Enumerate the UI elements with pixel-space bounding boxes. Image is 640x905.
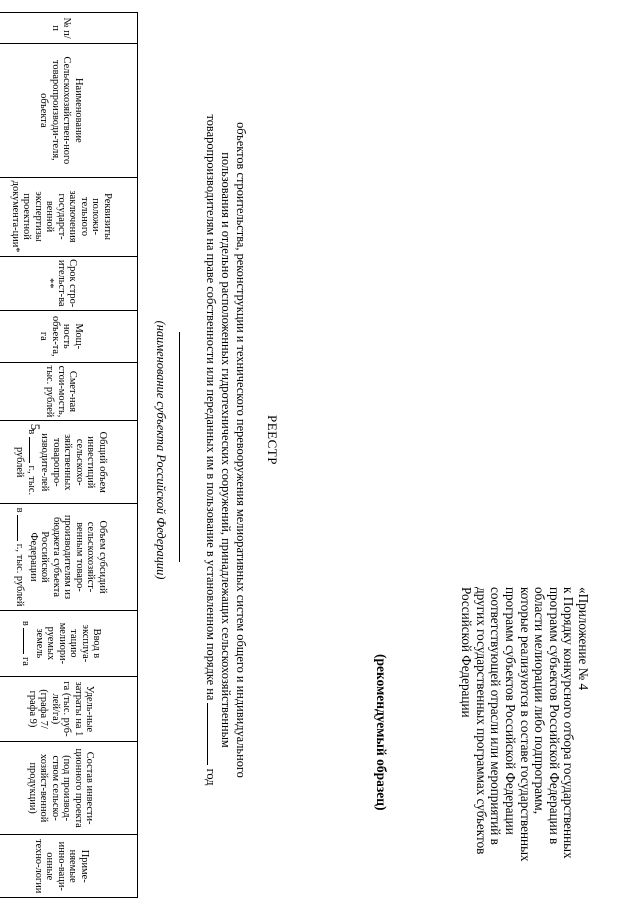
- subject-fill-line: [179, 332, 180, 562]
- subtitle-line: объектов строительства, реконструкции и технического перевооружения мелиоративных систем общего и индивидуального: [234, 122, 248, 778]
- header-cell-prefix: в: [14, 507, 26, 513]
- sample-note: (рекомендуемый образец): [374, 654, 389, 811]
- header-cell: Мощ-ность объек-та, га: [0, 310, 138, 362]
- appendix-line: соответствующей отрасли или мероприятий в: [488, 587, 504, 845]
- appendix-header: [459, 587, 590, 887]
- header-cell: Срок стро-ительст-ва **: [0, 256, 138, 310]
- header-cell-suffix: га: [20, 657, 32, 666]
- year-blank: [18, 515, 28, 541]
- header-cell: [0, 504, 138, 610]
- subtitle-line-last: [203, 10, 219, 890]
- subtitle-last-start: товаропроизводителям на праве собственности или переданных им в пользование в установленном порядке на: [203, 114, 218, 701]
- subtitle-line: пользования и отдельно расположенных гидротехнических сооружений, принадлежащих сельскохозяйственным: [219, 152, 234, 748]
- appendix-line: которые реализуются в составе государственных: [517, 587, 533, 862]
- page-number: 5: [28, 423, 43, 431]
- appendix-line: программ субъектов Российской Федерации: [503, 587, 519, 835]
- header-cell: Смет-ная стои-мость, тыс. рублей: [0, 362, 138, 420]
- year-blank: [23, 628, 33, 654]
- appendix-line: программ субъектов Российской Федерации в: [546, 587, 562, 845]
- header-cell: № п/п: [0, 13, 138, 44]
- header-cell-prefix: в: [26, 429, 37, 435]
- header-cell-prefix: в: [20, 620, 32, 626]
- header-cell-text: Ввод в эксплуа-тацию мелиори-руемых земель: [33, 622, 103, 665]
- subject-caption: (наименование субъекта Российской Федерации): [154, 320, 168, 580]
- appendix-line: других государственных программах субъектов: [473, 587, 489, 855]
- header-cell-suffix: г., тыс. рублей: [14, 446, 37, 496]
- header-cell: Состав инвести-ционного проекта (под производ-ством сельско-хозяйст-венной продукции): [0, 741, 138, 835]
- header-cell: Приме-няемые инно-ваци-онные техно-логии: [0, 835, 138, 898]
- header-cell: [0, 421, 138, 504]
- header-cell: [0, 610, 138, 677]
- appendix-line: Российской Федерации: [459, 587, 475, 718]
- header-cell: Реквизиты положи-тельного заключения государст-венной экспертизы проектной документа-ции*: [0, 177, 138, 256]
- header-cell-text: Объем субсидий сельскохозяйст-венным товаро-производителям из бюджета субъекта Российской Федерации: [28, 514, 108, 600]
- subtitle-last-end: год: [203, 768, 218, 786]
- registry-table: [0, 12, 138, 898]
- header-cell-suffix: г., тыс. рублей: [14, 543, 26, 607]
- appendix-line: «Приложение № 4: [576, 587, 591, 691]
- appendix-line: к Порядку конкурсного отбора государственных: [561, 587, 577, 859]
- header-row: [0, 13, 138, 898]
- header-cell-text: Общий объем инвестиций сельскохо-зяйственных товаропро-изводите-лей: [39, 431, 108, 493]
- year-blank-line: [207, 703, 219, 765]
- year-blank: [29, 437, 39, 463]
- registry-subtitle: [203, 10, 248, 890]
- registry-title: РЕЕСТР: [265, 415, 280, 465]
- appendix-line: области мелиорации либо подпрограмм,: [532, 587, 548, 815]
- header-cell: Удель-ные затраты на 1 га (тыс. руб-лей/га) (графа 7/графа 9): [0, 677, 138, 742]
- header-cell: Наименование Сельскохозяйствен-ного товаропроизводи-теля, объекта: [0, 44, 138, 177]
